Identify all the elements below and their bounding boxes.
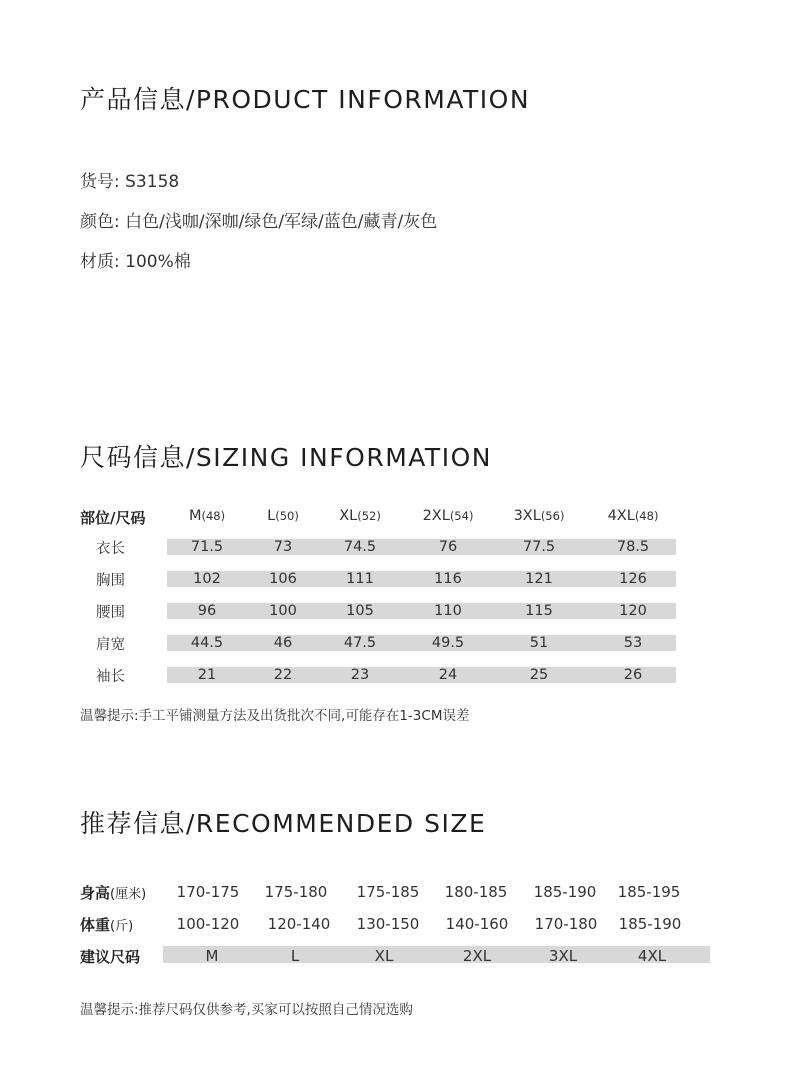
sizing-cell: 111: [346, 571, 374, 587]
size-header-3xl: 3XL(56): [513, 508, 565, 524]
size-header-xl: XL(52): [339, 508, 381, 524]
sizing-header-label: 部位/尺码: [80, 509, 146, 527]
product-material-value: 100%棉: [125, 252, 191, 272]
sizing-cell: 23: [350, 667, 370, 683]
sizing-cell: 100: [269, 603, 297, 619]
sizing-cell: 21: [197, 667, 217, 683]
sizing-cell: 24: [438, 667, 458, 683]
size-header-l: L(50): [267, 508, 299, 524]
weight-cell: 100-120: [176, 915, 240, 933]
sizing-row-bar: [167, 539, 676, 555]
sizing-cell: 96: [197, 603, 217, 619]
height-label: 身高(厘米): [80, 884, 147, 902]
recommended-size-cell: XL: [374, 947, 394, 965]
product-number-field: [80, 174, 179, 191]
height-cell: 175-185: [356, 883, 420, 901]
height-cell: 185-195: [617, 883, 681, 901]
product-number-value: S3158: [125, 172, 180, 192]
product-material-label: 材质:: [80, 252, 120, 272]
product-section-title: 产品信息/PRODUCT INFORMATION: [80, 85, 531, 114]
sizing-cell: 51: [529, 635, 549, 651]
sizing-row-bar: [167, 571, 676, 587]
sizing-cell: 121: [525, 571, 553, 587]
sizing-row-label: 胸围: [96, 573, 125, 589]
weight-label: 体重(斤): [80, 916, 134, 934]
sizing-cell: 49.5: [431, 635, 465, 651]
size-header-m: M(48): [188, 508, 226, 524]
weight-cell: 120-140: [267, 915, 331, 933]
size-header-4xl: 4XL(48): [607, 508, 659, 524]
sizing-row-label: 腰围: [96, 605, 125, 621]
sizing-note: 温馨提示:手工平铺测量方法及出货批次不同,可能存在1-3CM误差: [80, 708, 470, 724]
sizing-cell: 26: [623, 667, 643, 683]
sizing-row-bar: [167, 635, 676, 651]
product-color-value: 白色/浅咖/深咖/绿色/军绿/蓝色/藏青/灰色: [125, 212, 438, 232]
product-number-label: 货号:: [80, 172, 120, 192]
sizing-cell: 105: [346, 603, 374, 619]
sizing-row-bar: [167, 667, 676, 683]
sizing-cell: 115: [525, 603, 553, 619]
sizing-cell: 74.5: [343, 539, 377, 555]
size-header-2xl: 2XL(54): [422, 508, 474, 524]
weight-cell: 140-160: [445, 915, 509, 933]
sizing-cell: 25: [529, 667, 549, 683]
sizing-cell: 47.5: [343, 635, 377, 651]
sizing-cell: 78.5: [616, 539, 650, 555]
height-cell: 175-180: [264, 883, 328, 901]
sizing-cell: 46: [273, 635, 293, 651]
recommended-size-cell: M: [205, 947, 219, 965]
product-color-label: 颜色:: [80, 212, 120, 232]
recommended-size-cell: L: [290, 947, 300, 965]
sizing-cell: 120: [619, 603, 647, 619]
recommended-size-label: 建议尺码: [80, 948, 141, 966]
height-cell: 180-185: [444, 883, 508, 901]
product-material-field: [80, 254, 191, 271]
sizing-cell: 76: [438, 539, 458, 555]
weight-cell: 185-190: [618, 915, 682, 933]
weight-cell: 130-150: [356, 915, 420, 933]
sizing-cell: 102: [193, 571, 221, 587]
recommended-size-cell: 2XL: [462, 947, 492, 965]
sizing-cell: 71.5: [190, 539, 224, 555]
sizing-cell: 106: [269, 571, 297, 587]
sizing-row-label: 肩宽: [96, 637, 125, 653]
sizing-row-label: 衣长: [96, 541, 125, 557]
sizing-cell: 77.5: [522, 539, 556, 555]
product-color-field: [80, 214, 437, 231]
sizing-row-bar: [167, 603, 676, 619]
recommended-note: 温馨提示:推荐尺码仅供参考,买家可以按照自己情况选购: [80, 1002, 413, 1018]
sizing-cell: 73: [273, 539, 293, 555]
sizing-cell: 126: [619, 571, 647, 587]
sizing-cell: 53: [623, 635, 643, 651]
sizing-cell: 116: [434, 571, 462, 587]
recommended-size-bar: [163, 946, 710, 963]
recommended-size-cell: 3XL: [548, 947, 578, 965]
sizing-cell: 110: [434, 603, 462, 619]
sizing-section-title: 尺码信息/SIZING INFORMATION: [80, 443, 492, 472]
sizing-row-label: 袖长: [96, 669, 125, 685]
height-cell: 170-175: [176, 883, 240, 901]
recommended-size-cell: 4XL: [637, 947, 667, 965]
recommended-section-title: 推荐信息/RECOMMENDED SIZE: [80, 809, 487, 838]
weight-cell: 170-180: [534, 915, 598, 933]
height-cell: 185-190: [533, 883, 597, 901]
sizing-cell: 44.5: [190, 635, 224, 651]
sizing-cell: 22: [273, 667, 293, 683]
